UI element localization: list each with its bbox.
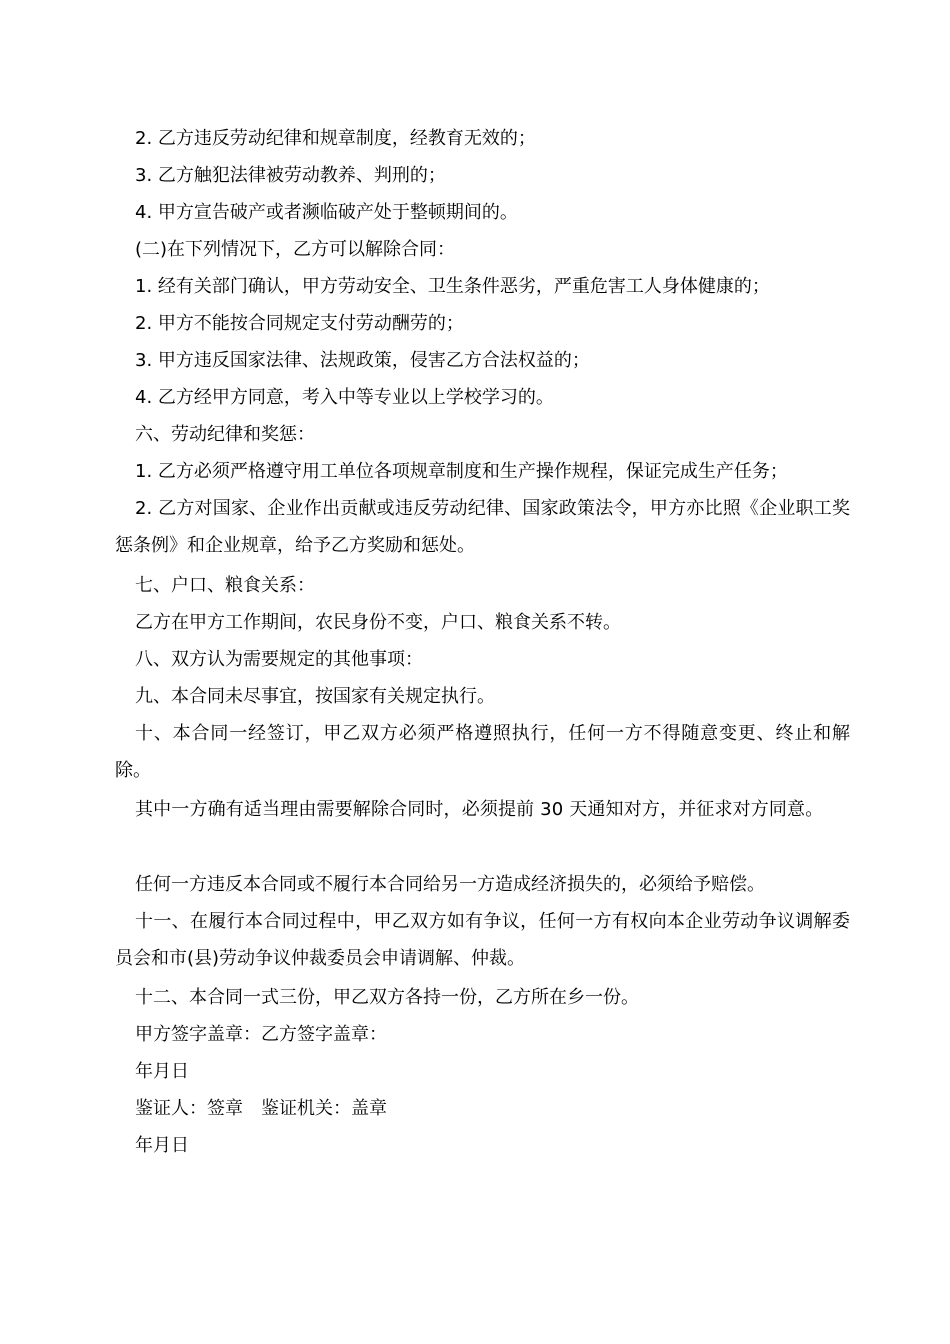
section-8-heading: 八、双方认为需要规定的其他事项： — [135, 649, 423, 670]
household-registration-clause: 乙方在甲方工作期间，农民身份不变，户口、粮食关系不转。 — [135, 612, 621, 633]
clause-4-further-study: 4. 乙方经甲方同意，考入中等专业以上学校学习的。 — [135, 387, 554, 408]
clause-2-discipline-violation: 2. 乙方违反劳动纪律和规章制度，经教育无效的； — [135, 128, 536, 149]
section-10-heading: 十、本合同一经签订，甲乙双方必须严格遵照执行，任何一方不得随意变更、终止和解除。 — [115, 723, 850, 781]
section-12-copies: 十二、本合同一式三份，甲乙双方各持一份，乙方所在乡一份。 — [135, 987, 639, 1008]
date-line-1: 年月日 — [135, 1061, 189, 1082]
clause-3-criminal-offense: 3. 乙方触犯法律被劳动教养、判刑的； — [135, 165, 446, 186]
clause-2-rewards-penalties: 2. 乙方对国家、企业作出贡献或违反劳动纪律、国家政策法令，甲方亦比照《企业职工奖惩条例》和企业规章，给予乙方奖励和惩处。 — [115, 498, 850, 556]
section-6-heading: 六、劳动纪律和奖惩： — [135, 424, 315, 445]
clause-1-follow-rules: 1. 乙方必须严格遵守用工单位各项规章制度和生产操作规程，保证完成生产任务； — [135, 461, 788, 482]
compensation-clause: 任何一方违反本合同或不履行本合同给另一方造成经济损失的，必须给予赔偿。 — [135, 874, 765, 895]
section-2-heading: (二)在下列情况下，乙方可以解除合同： — [135, 239, 456, 260]
clause-1-unsafe-conditions: 1. 经有关部门确认，甲方劳动安全、卫生条件恶劣，严重危害工人身体健康的； — [135, 276, 770, 297]
clause-3-law-violation: 3. 甲方违反国家法律、法规政策，侵害乙方合法权益的； — [135, 350, 590, 371]
clause-2-unpaid-wages: 2. 甲方不能按合同规定支付劳动酬劳的； — [135, 313, 464, 334]
date-line-2: 年月日 — [135, 1135, 189, 1156]
section-9-heading: 九、本合同未尽事宜，按国家有关规定执行。 — [135, 686, 495, 707]
signature-line-parties: 甲方签字盖章：乙方签字盖章： — [135, 1024, 387, 1045]
section-7-heading: 七、户口、粮食关系： — [135, 575, 315, 596]
termination-notice-clause: 其中一方确有适当理由需要解除合同时，必须提前 30 天通知对方，并征求对方同意。 — [135, 799, 824, 820]
signature-line-witness: 鉴证人：签章 鉴证机关：盖章 — [135, 1098, 387, 1119]
section-11-dispute-resolution: 十一、在履行本合同过程中，甲乙双方如有争议，任何一方有权向本企业劳动争议调解委员会和市(县)劳动争议仲裁委员会申请调解、仲裁。 — [115, 911, 850, 969]
clause-4-bankruptcy: 4. 甲方宣告破产或者濒临破产处于整顿期间的。 — [135, 202, 518, 223]
